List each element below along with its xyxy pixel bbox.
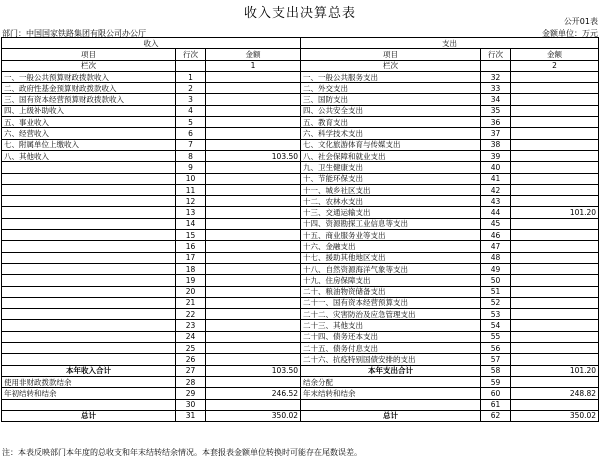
- table-row: [2, 150, 599, 161]
- expense-amount: [511, 196, 599, 207]
- income-line: 9: [176, 162, 206, 173]
- income-item: 五、事业收入: [2, 117, 176, 128]
- income-total-amount: 103.50: [206, 365, 301, 376]
- income-item: [2, 263, 176, 274]
- expense-amount: [511, 297, 599, 308]
- table-row: [2, 218, 599, 229]
- income-amount: [206, 343, 301, 354]
- income-item: 三、国有资本经营预算财政拨款收入: [2, 94, 176, 105]
- expense-amount: [511, 184, 599, 195]
- expense-item: 九、卫生健康支出: [301, 162, 481, 173]
- header-row-colnum: [2, 60, 599, 71]
- income-item: 四、上级补助收入: [2, 105, 176, 116]
- income-amount: [206, 309, 301, 320]
- expense-item: 十一、城乡社区支出: [301, 184, 481, 195]
- expense-amount: [511, 150, 599, 161]
- income-total-label: 本年收入合计: [2, 365, 176, 376]
- income-line: 25: [176, 343, 206, 354]
- end-label: 年末结转和结余: [301, 388, 481, 399]
- income-line: 18: [176, 263, 206, 274]
- expense-item: 十七、援助其他地区支出: [301, 252, 481, 263]
- grand-total-label-right: 总计: [301, 410, 481, 421]
- income-line: 1: [176, 71, 206, 82]
- expense-item: 一、一般公共服务支出: [301, 71, 481, 82]
- expense-line: 56: [481, 343, 511, 354]
- grand-total-line-left: 31: [176, 410, 206, 421]
- income-line: 22: [176, 309, 206, 320]
- nonfiscal-line: 28: [176, 376, 206, 387]
- expense-line: 49: [481, 263, 511, 274]
- table-row: [2, 184, 599, 195]
- expense-item: 六、科学技术支出: [301, 128, 481, 139]
- expense-amount-header: 金额: [511, 49, 599, 60]
- adjust-row: [2, 376, 599, 387]
- income-amount: [206, 139, 301, 150]
- income-amount: [206, 128, 301, 139]
- table-row: [2, 252, 599, 263]
- end-amount: 248.82: [511, 388, 599, 399]
- expense-item: 十八、自然资源海洋气象等支出: [301, 263, 481, 274]
- income-col-blank: [176, 60, 206, 71]
- table-row: [2, 275, 599, 286]
- income-item: 二、政府性基金预算财政拨款收入: [2, 83, 176, 94]
- income-amount: [206, 83, 301, 94]
- begin-label: 年初结转和结余: [2, 388, 176, 399]
- income-line: 2: [176, 83, 206, 94]
- expense-amount: [511, 354, 599, 365]
- income-item: [2, 252, 176, 263]
- expense-amount: [511, 71, 599, 82]
- table-row: [2, 343, 599, 354]
- expense-item: 十三、交通运输支出: [301, 207, 481, 218]
- income-amount: [206, 207, 301, 218]
- expense-col-label: 栏次: [301, 60, 481, 71]
- expense-item: 十四、资源勘探工业信息等支出: [301, 218, 481, 229]
- income-item: 七、附属单位上缴收入: [2, 139, 176, 150]
- income-amount: [206, 94, 301, 105]
- income-item: [2, 173, 176, 184]
- end-line: 60: [481, 388, 511, 399]
- expense-line: 48: [481, 252, 511, 263]
- expense-line: 54: [481, 320, 511, 331]
- expense-line: 33: [481, 83, 511, 94]
- income-amount: [206, 184, 301, 195]
- expense-line: 36: [481, 117, 511, 128]
- income-amount: 103.50: [206, 150, 301, 161]
- expense-amount: [511, 83, 599, 94]
- expense-total-label: 本年支出合计: [301, 365, 481, 376]
- expense-item: 二十四、债务还本支出: [301, 331, 481, 342]
- expense-item: 十、节能环保支出: [301, 173, 481, 184]
- header-row-columns: [2, 49, 599, 60]
- summary-table: [1, 37, 599, 422]
- income-amount: [206, 320, 301, 331]
- income-item: [2, 184, 176, 195]
- expense-item: 二十三、其他支出: [301, 320, 481, 331]
- table-row: [2, 71, 599, 82]
- table-row: [2, 139, 599, 150]
- expense-amount: [511, 252, 599, 263]
- blank-line-right: 61: [481, 399, 511, 410]
- nonfiscal-amount: [206, 376, 301, 387]
- expense-amount: [511, 94, 599, 105]
- blank-left: [2, 399, 176, 410]
- income-line: 20: [176, 286, 206, 297]
- table-row: [2, 320, 599, 331]
- income-item: [2, 297, 176, 308]
- income-item: [2, 286, 176, 297]
- expense-item: 三、国防支出: [301, 94, 481, 105]
- table-row: [2, 196, 599, 207]
- dist-line: 59: [481, 376, 511, 387]
- expense-item: 二十五、债务付息支出: [301, 343, 481, 354]
- expense-line: 32: [481, 71, 511, 82]
- income-amount: [206, 196, 301, 207]
- expense-line: 43: [481, 196, 511, 207]
- expense-line: 51: [481, 286, 511, 297]
- income-line: 19: [176, 275, 206, 286]
- income-item: [2, 196, 176, 207]
- income-line: 13: [176, 207, 206, 218]
- expense-col-number: 2: [511, 60, 599, 71]
- expense-line: 38: [481, 139, 511, 150]
- expense-amount: [511, 173, 599, 184]
- expense-line: 40: [481, 162, 511, 173]
- expense-item: 二十六、抗疫特别国债安排的支出: [301, 354, 481, 365]
- income-header: 收入: [2, 38, 301, 49]
- income-amount: [206, 162, 301, 173]
- blank-right: [301, 399, 481, 410]
- table-row: [2, 173, 599, 184]
- expense-amount: [511, 331, 599, 342]
- expense-amount: [511, 117, 599, 128]
- footnote: 注：本表反映部门本年度的总收支和年末结转结余情况。本套报表金额单位转换时可能存在尾数误差。: [2, 448, 362, 457]
- form-code: 公开01表: [563, 17, 598, 26]
- income-line: 24: [176, 331, 206, 342]
- income-item: [2, 354, 176, 365]
- expense-item: 十五、商业服务业等支出: [301, 230, 481, 241]
- expense-total-line: 58: [481, 365, 511, 376]
- begin-amount: 246.52: [206, 388, 301, 399]
- expense-amount: [511, 139, 599, 150]
- expense-amount: [511, 309, 599, 320]
- amount-unit: 金额单位：万元: [542, 29, 598, 38]
- income-item: [2, 230, 176, 241]
- table-row: [2, 162, 599, 173]
- income-line: 21: [176, 297, 206, 308]
- department-label: 部门：中国国家铁路集团有限公司办公厅: [2, 29, 146, 38]
- expense-item: 二十一、国有资本经营预算支出: [301, 297, 481, 308]
- expense-line: 42: [481, 184, 511, 195]
- dist-amount: [511, 376, 599, 387]
- income-amount-header: 金额: [206, 49, 301, 60]
- expense-amount: [511, 105, 599, 116]
- income-line: 8: [176, 150, 206, 161]
- income-amount: [206, 230, 301, 241]
- income-line: 3: [176, 94, 206, 105]
- table-row: [2, 331, 599, 342]
- income-line: 14: [176, 218, 206, 229]
- expense-amount: [511, 230, 599, 241]
- table-row: [2, 105, 599, 116]
- income-amount: [206, 275, 301, 286]
- expense-item: 十六、金融支出: [301, 241, 481, 252]
- income-item: 八、其他收入: [2, 150, 176, 161]
- expense-total-amount: 101.20: [511, 365, 599, 376]
- expense-line: 50: [481, 275, 511, 286]
- expense-line: 37: [481, 128, 511, 139]
- expense-amount: [511, 320, 599, 331]
- income-item: 六、经营收入: [2, 128, 176, 139]
- expense-item: 五、教育支出: [301, 117, 481, 128]
- table-row: [2, 128, 599, 139]
- expense-line: 45: [481, 218, 511, 229]
- income-amount: [206, 241, 301, 252]
- expense-line: 34: [481, 94, 511, 105]
- expense-line: 35: [481, 105, 511, 116]
- report-title: 收入支出决算总表: [243, 6, 356, 21]
- income-item: [2, 218, 176, 229]
- income-amount: [206, 117, 301, 128]
- begin-line: 29: [176, 388, 206, 399]
- table-row: [2, 83, 599, 94]
- expense-line: 47: [481, 241, 511, 252]
- expense-line: 57: [481, 354, 511, 365]
- income-amount: [206, 173, 301, 184]
- expense-item: 十二、农林水支出: [301, 196, 481, 207]
- table-row: [2, 286, 599, 297]
- income-amount: [206, 252, 301, 263]
- income-amount: [206, 286, 301, 297]
- income-line: 4: [176, 105, 206, 116]
- expense-line: 53: [481, 309, 511, 320]
- nonfiscal-label: 使用非财政拨款结余: [2, 376, 176, 387]
- income-amount: [206, 71, 301, 82]
- income-item: [2, 331, 176, 342]
- expense-amount: [511, 263, 599, 274]
- grand-total-amount-left: 350.02: [206, 410, 301, 421]
- income-total-line: 27: [176, 365, 206, 376]
- expense-header: 支出: [301, 38, 599, 49]
- income-item: [2, 275, 176, 286]
- dist-label: 结余分配: [301, 376, 481, 387]
- expense-item: 八、社会保障和就业支出: [301, 150, 481, 161]
- expense-amount: [511, 286, 599, 297]
- table-row: [2, 117, 599, 128]
- expense-amount: [511, 162, 599, 173]
- expense-amount: 101.20: [511, 207, 599, 218]
- expense-line: 44: [481, 207, 511, 218]
- expense-item: 七、文化旅游体育与传媒支出: [301, 139, 481, 150]
- expense-amount: [511, 275, 599, 286]
- income-item-header: 项目: [2, 49, 176, 60]
- table-row: [2, 354, 599, 365]
- income-line: 26: [176, 354, 206, 365]
- income-col-number: 1: [206, 60, 301, 71]
- table-row: [2, 309, 599, 320]
- income-line: 10: [176, 173, 206, 184]
- income-amount: [206, 354, 301, 365]
- blank-line-left: 30: [176, 399, 206, 410]
- expense-item: 二十、粮油物资储备支出: [301, 286, 481, 297]
- expense-amount: [511, 343, 599, 354]
- expense-line: 55: [481, 331, 511, 342]
- expense-item: 二十二、灾害防治及应急管理支出: [301, 309, 481, 320]
- income-item: [2, 343, 176, 354]
- income-amount: [206, 297, 301, 308]
- header-row-section: [2, 38, 599, 49]
- income-amount: [206, 263, 301, 274]
- expense-line-header: 行次: [481, 49, 511, 60]
- income-line: 11: [176, 184, 206, 195]
- carryover-row: [2, 388, 599, 399]
- table-row: [2, 94, 599, 105]
- income-line: 6: [176, 128, 206, 139]
- expense-line: 46: [481, 230, 511, 241]
- income-item: [2, 207, 176, 218]
- expense-item: 四、公共安全支出: [301, 105, 481, 116]
- total-row: [2, 365, 599, 376]
- income-amount: [206, 105, 301, 116]
- expense-item: 二、外交支出: [301, 83, 481, 94]
- blank-amount-right: [511, 399, 599, 410]
- expense-col-blank: [481, 60, 511, 71]
- grand-total-row: [2, 410, 599, 421]
- blank-amount-left: [206, 399, 301, 410]
- expense-line: 39: [481, 150, 511, 161]
- income-item: [2, 320, 176, 331]
- income-col-label: 栏次: [2, 60, 176, 71]
- expense-line: 41: [481, 173, 511, 184]
- income-line-header: 行次: [176, 49, 206, 60]
- expense-amount: [511, 128, 599, 139]
- expense-item-header: 项目: [301, 49, 481, 60]
- income-line: 12: [176, 196, 206, 207]
- table-row: [2, 241, 599, 252]
- grand-total-label-left: 总计: [2, 410, 176, 421]
- income-line: 16: [176, 241, 206, 252]
- grand-total-line-right: 62: [481, 410, 511, 421]
- income-line: 7: [176, 139, 206, 150]
- blank-row: [2, 399, 599, 410]
- table-row: [2, 207, 599, 218]
- income-line: 5: [176, 117, 206, 128]
- expense-amount: [511, 218, 599, 229]
- income-item: 一、一般公共预算财政拨款收入: [2, 71, 176, 82]
- expense-line: 52: [481, 297, 511, 308]
- income-item: [2, 162, 176, 173]
- expense-item: 十九、住房保障支出: [301, 275, 481, 286]
- income-line: 23: [176, 320, 206, 331]
- income-item: [2, 241, 176, 252]
- income-item: [2, 309, 176, 320]
- grand-total-amount-right: 350.02: [511, 410, 599, 421]
- income-line: 15: [176, 230, 206, 241]
- income-line: 17: [176, 252, 206, 263]
- expense-amount: [511, 241, 599, 252]
- table-row: [2, 297, 599, 308]
- table-row: [2, 263, 599, 274]
- income-amount: [206, 331, 301, 342]
- table-row: [2, 230, 599, 241]
- income-amount: [206, 218, 301, 229]
